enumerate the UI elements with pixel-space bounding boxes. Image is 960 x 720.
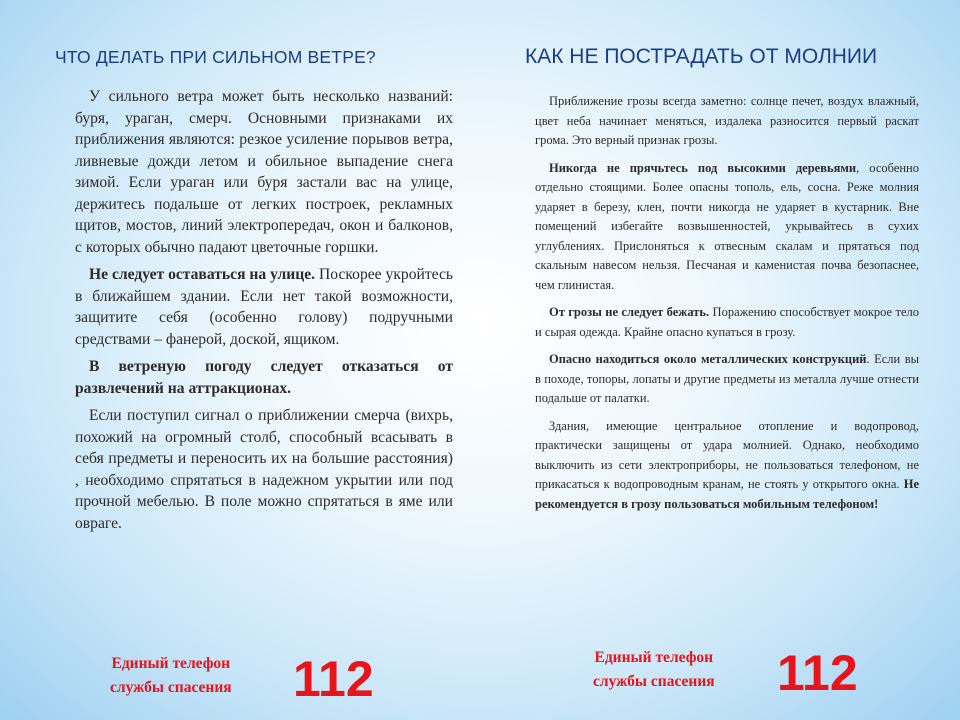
lightning-text (535, 92, 919, 522)
lightning-paragraph-5-bold: Не рекомендуется в грозу пользоваться мобильным телефоном! (535, 477, 919, 511)
lightning-title: КАК НЕ ПОСТРАДАТЬ ОТ МОЛНИИ (525, 45, 878, 68)
lightning-paragraph-5-text: Здания, имеющие центральное отопление и водопровод, практически защищены от удара молнией. Однако, необходимо выключить из сети электроприборы, не пользоваться телефоном, не прикасаться к водопроводным кранам, не стоять у открытого окна. (535, 418, 919, 491)
wind-paragraph-3 (75, 356, 453, 399)
lightning-paragraph-4 (535, 350, 919, 409)
lightning-paragraph-4-rest: . Если вы в походе, топоры, лопаты и другие предметы из металла лучше отнести подальше от палатки. (535, 352, 919, 405)
wind-phone-label (110, 652, 232, 700)
lightning-phone-label-line-1: Единый телефон (594, 649, 714, 666)
lightning-paragraph-2-rest: , особенно отдельно стоящими. Более опасны тополь, ель, сосна. Реже молния ударяет в березу, клен, почти никогда не ударяет в кустарник. Вне помещений избегайте возвышенностей, укрывайтесь в сухих углублениях. Прислоняться к отвесным скалам и прятаться под скальным навесом нельзя. Песчаная и каменистая почва безопаснее, чем глинистая. (535, 160, 919, 292)
lightning-paragraph-1: Приближение грозы всегда заметно: солнце печет, воздух влажный, цвет неба начинает меняться, издалека разносится первый раскат грома. Это верный признак грозы. (535, 94, 919, 147)
lightning-paragraph-5 (535, 417, 919, 515)
wind-title: ЧТО ДЕЛАТЬ ПРИ СИЛЬНОМ ВЕТРЕ? (55, 47, 376, 67)
lightning-phone-number: 112 (777, 645, 858, 701)
wind-phone-number: 112 (293, 651, 374, 707)
wind-text (75, 86, 453, 540)
wind-paragraph-4: Если поступил сигнал о приближении смерча (вихрь, похожий на огромный столб, способный всасывать в себя предметы и переносить их на большие расстояния) , необходимо спрятаться в надежном укрытии или под прочной мебелью. В поле можно спрятаться в яме или овраге. (75, 407, 453, 532)
lightning-paragraph-2 (535, 159, 919, 296)
wind-phone-label-line-1: Единый телефон (111, 655, 231, 672)
wind-paragraph-2 (75, 264, 453, 350)
lightning-paragraph-3-bold: От грозы не следует бежать. (549, 305, 710, 319)
lightning-phone-label (593, 646, 715, 694)
wind-paragraph-2-rest: Поскорее укройтесь в ближайшем здании. Если нет такой возможности, защитите себя (особенно голову) подручными средствами – фанерой, доской, ящиком. (75, 266, 453, 348)
lightning-paragraph-2-bold: Никогда не прячьтесь под высокими деревьями (549, 160, 857, 175)
wind-paragraph-1: У сильного ветра может быть несколько названий: буря, ураган, смерч. Основными признаками их приближения являются: резкое усиление порывов ветра, ливневые дожди летом и обильное выпадение снега зимой. Если ураган или буря застали вас на улице, держитесь подальше от легких построек, рекламных щитов, мостов, линий электропередач, окон и балконов, с которых обычно падают цветочные горшки. (75, 88, 453, 256)
wind-phone-label-line-2: службы спасения (110, 679, 232, 696)
wind-paragraph-2-bold: Не следует оставаться на улице. (89, 266, 316, 283)
lightning-paragraph-4-bold: Опасно находиться около металлических конструкций (549, 352, 867, 366)
lightning-phone-label-line-2: службы спасения (593, 673, 715, 690)
lightning-paragraph-3-rest: Поражению способствует мокрое тело и сырая одежда. Крайне опасно купаться в грозу. (535, 305, 919, 339)
wind-paragraph-3-bold: В ветреную погоду следует отказаться от развлечений на аттракционах. (75, 358, 453, 397)
lightning-paragraph-3 (535, 303, 919, 342)
